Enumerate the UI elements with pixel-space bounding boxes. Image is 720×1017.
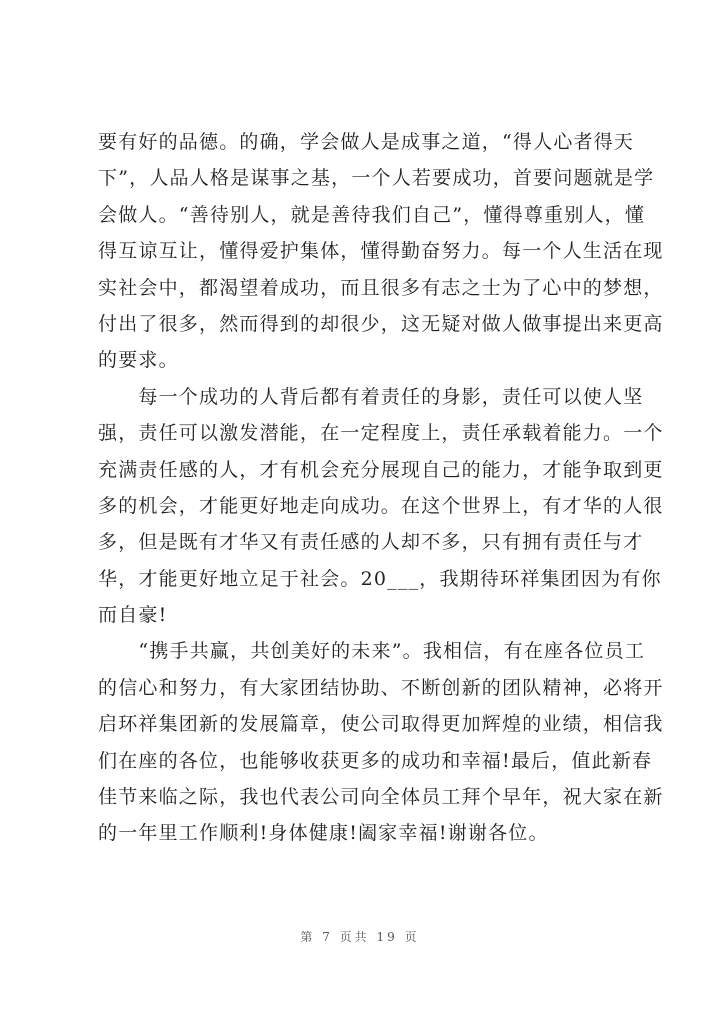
body-text <box>98 124 664 852</box>
text-line: 付出了很多，然而得到的却很少，这无疑对做人做事提出来更高 <box>98 312 664 335</box>
text-line: 强，责任可以激发潜能，在一定程度上，责任承载着能力。一个 <box>98 422 664 445</box>
text-line: 的一年里工作顺利!身体健康!阖家幸福!谢谢各位。 <box>98 822 549 845</box>
text-line: 而自豪! <box>98 604 168 627</box>
text-line: 的要求。 <box>98 349 179 372</box>
text-line: 们在座的各位，也能够收获更多的成功和幸福!最后，值此新春 <box>98 749 653 772</box>
text-line: 多，但是既有才华又有责任感的人却不多，只有拥有责任与才 <box>98 531 644 554</box>
text-line: 的信心和努力，有大家团结协助、不断创新的团队精神，必将开 <box>98 676 664 699</box>
text-line: 实社会中，都渴望着成功，而且很多有志之士为了心中的梦想， <box>98 276 664 299</box>
text-line: 每一个成功的人背后都有着责任的身影，责任可以使人坚 <box>98 385 644 408</box>
text-line: 得互谅互让，懂得爱护集体，懂得勤奋努力。每一个人生活在现 <box>98 240 664 263</box>
text-line: “携手共赢，共创美好的未来”。我相信，有在座各位员工 <box>98 640 646 663</box>
text-line: 多的机会，才能更好地走向成功。在这个世界上，有才华的人很 <box>98 494 664 517</box>
text-line: 佳节来临之际，我也代表公司向全体员工拜个早年，祝大家在新 <box>98 786 664 809</box>
text-line: 会做人。“善待别人，就是善待我们自己”，懂得尊重别人，懂 <box>98 203 646 226</box>
text-line: 启环祥集团新的发展篇章，使公司取得更加辉煌的业绩，相信我 <box>98 713 664 736</box>
text-line: 华，才能更好地立足于社会。20___，我期待环祥集团因为有你 <box>98 567 662 590</box>
page-number-footer: 第 7 页共 19 页 <box>300 930 420 944</box>
text-line: 要有好的品德。的确，学会做人是成事之道，“得人心者得天 <box>98 131 635 153</box>
text-line: 下”，人品人格是谋事之基，一个人若要成功，首要问题就是学 <box>98 167 655 190</box>
text-line: 充满责任感的人，才有机会充分展现自己的能力，才能争取到更 <box>98 458 664 481</box>
